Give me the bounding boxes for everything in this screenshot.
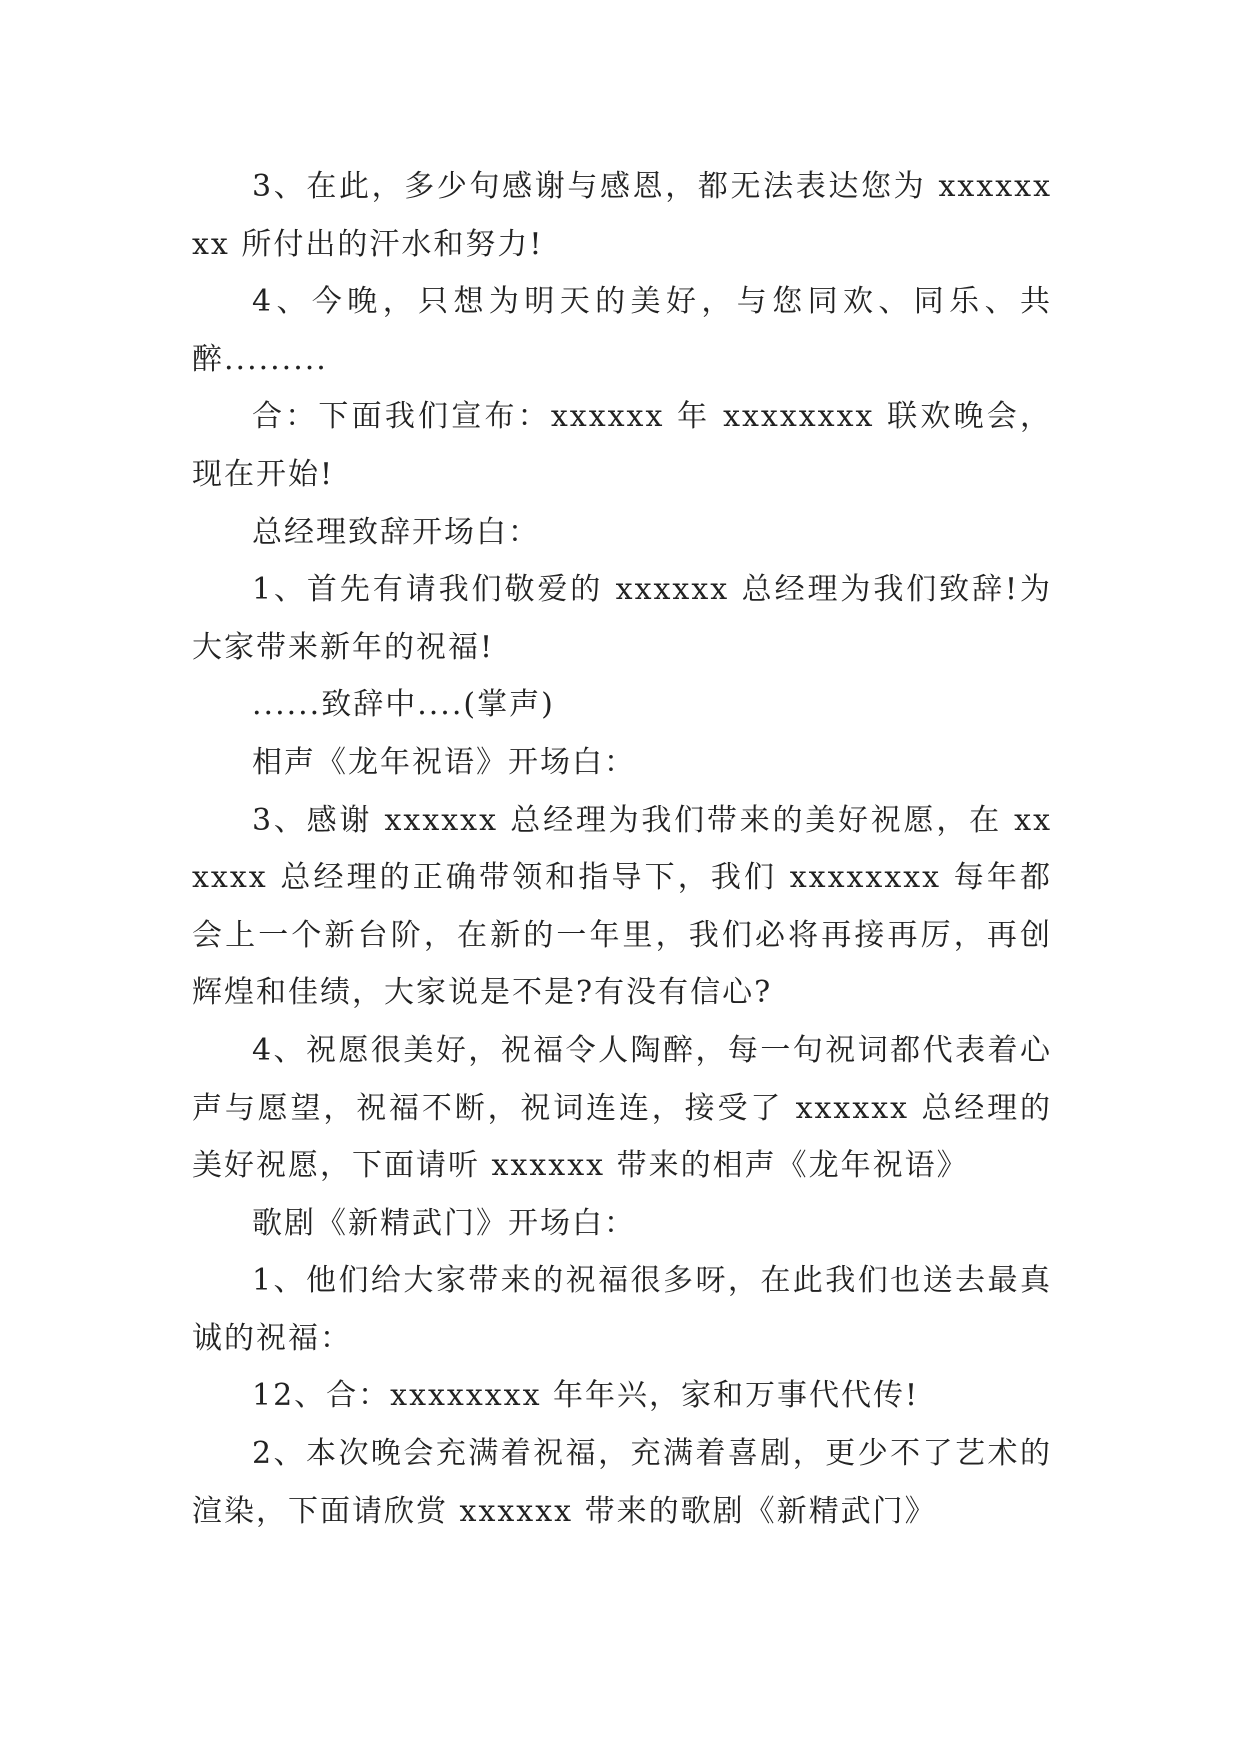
paragraph-blessings: 1、他们给大家带来的祝福很多呀，在此我们也送去最真诚的祝福： (192, 1263, 1052, 1356)
heading-crosstalk: 相声《龙年祝语》开场白： (252, 744, 636, 780)
paragraph-announce-start: 合：下面我们宣布：xxxxxx 年 xxxxxxxx 联欢晚会，现在开始! (192, 399, 1052, 492)
document-body (192, 158, 1052, 1540)
paragraph-thanks: 3、在此，多少句感谢与感恩，都无法表达您为 xxxxxxxx 所付出的汗水和努力! (192, 169, 1052, 262)
paragraph-tonight: 4、今晚，只想为明天的美好，与您同欢、同乐、共醉......... (192, 284, 1052, 377)
heading-opera: 歌剧《新精武门》开场白： (252, 1205, 636, 1241)
paragraph-thank-gm: 3、感谢 xxxxxx 总经理为我们带来的美好祝愿，在 xxxxxx 总经理的正确带领和指导下，我们 xxxxxxxx 每年都会上一个新台阶，在新的一年里，我们必将再接再厉，再创辉煌和佳绩，大家说是不是?有没有信心? (192, 802, 1052, 1011)
paragraph-speech-in-progress: ......致辞中....(掌声) (252, 687, 555, 723)
paragraph-introduce-opera: 2、本次晚会充满着祝福，充满着喜剧，更少不了艺术的渲染，下面请欣赏 xxxxxx 带来的歌剧《新精武门》 (192, 1436, 1052, 1529)
heading-gm-speech: 总经理致辞开场白： (252, 514, 540, 550)
paragraph-together: 12、合：xxxxxxxx 年年兴，家和万事代代传! (252, 1378, 920, 1414)
paragraph-introduce-crosstalk: 4、祝愿很美好，祝福令人陶醉，每一句祝词都代表着心声与愿望，祝福不断，祝词连连，接受了 xxxxxx 总经理的美好祝愿，下面请听 xxxxxx 带来的相声《龙年祝语》 (192, 1032, 1052, 1184)
paragraph-invite-gm: 1、首先有请我们敬爱的 xxxxxx 总经理为我们致辞!为大家带来新年的祝福! (192, 572, 1052, 665)
